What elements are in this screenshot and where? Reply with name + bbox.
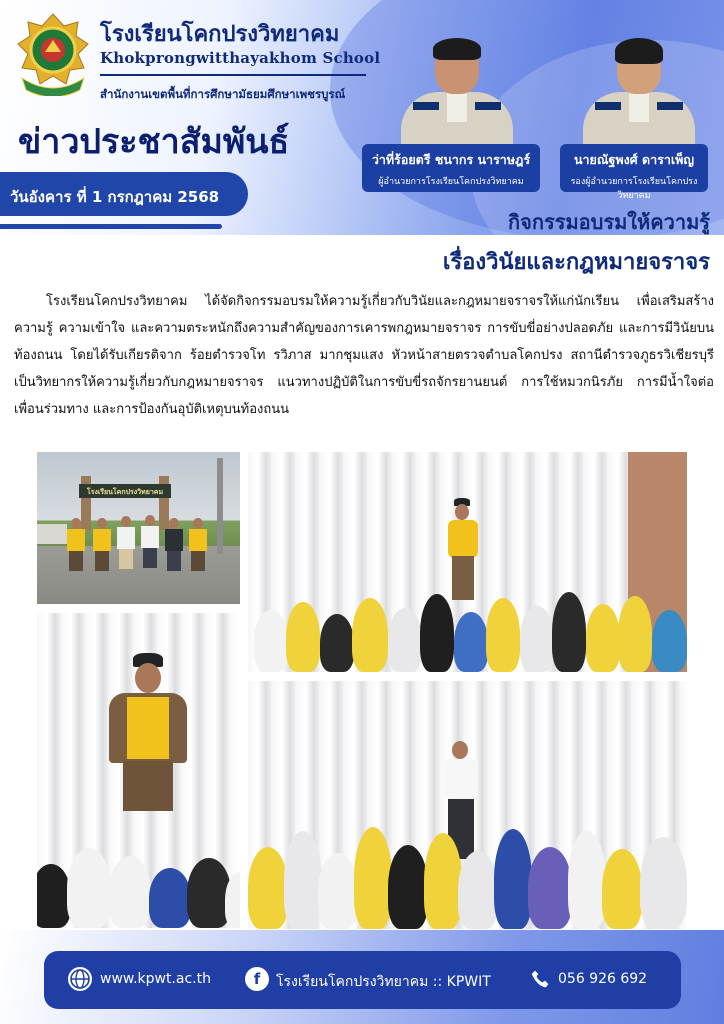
deputy-name: นายณัฐพงศ์ ดาราเพ็ญ: [573, 152, 695, 167]
article-body: โรงเรียนโคกปรงวิทยาคม ได้จัดกิจกรรมอบรมให้ความรู้เกี่ยวกับวินัยและกฎหมายจราจรให้แก่นักเรียน เพื่อเสริมสร้างความรู้ ความเข้าใจ และความตระหนักถึงความสำคัญของการเคารพกฎหมายจราจร การขับขี่อย่างปลอดภัย และการมีวินัยบนท้องถนน โดยได้รับเกียรติจาก ร้อยตำรวจโท รวิภาส มากชุมแสง หัวหน้าสายตรวจตำบลโคกปรง สถานีตำรวจภูธรวิเชียรบุรี เป็นวิทยากรให้ความรู้เกี่ยวกับกฎหมายจราจร แนวทางปฏิบัติในการขับขี่รถจักรยานยนต์ การใช้หมวกนิรภัย การมีน้ำใจต่อเพื่อนร่วมทาง และการป้องกันอุบัติเหตุบนท้องถนน: [14, 294, 714, 417]
deputy-director-portrait: [579, 36, 699, 148]
student-audience-hall: [248, 817, 687, 929]
date-badge: วันอังคาร ที่ 1 กรกฎาคม 2568: [0, 172, 248, 216]
director-name: ว่าที่ร้อยตรี ชนากร นาราษฎร์: [371, 152, 531, 167]
article-headline-line1: กิจกรรมอบรมให้ความรู้: [508, 212, 710, 234]
website-link[interactable]: www.kpwt.ac.th: [100, 971, 211, 987]
gate-sign: โรงเรียนโคกปรงวิทยาคม: [79, 484, 171, 498]
photo-teacher-speaking: [248, 681, 687, 929]
article-headline-line2: เรื่องวินัยและกฎหมายจราจร: [442, 249, 710, 274]
photo-group-at-gate: [37, 452, 240, 604]
photo-officer-lecture: [248, 452, 687, 672]
phone-number[interactable]: 056 926 692: [558, 971, 648, 987]
area-office-text: สำนักงานเขตพื้นที่การศึกษามัธยมศึกษาเพชรบูรณ์: [100, 87, 346, 101]
deputy-nameplate: [560, 144, 708, 201]
director-nameplate: [362, 144, 540, 192]
title-divider: [100, 74, 366, 76]
director-position: ผู้อำนวยการโรงเรียนโคกปรงวิทยาคม: [378, 177, 524, 187]
facebook-icon: f: [245, 967, 269, 991]
globe-icon: [68, 967, 92, 991]
student-audience: [248, 584, 687, 672]
school-logo: [14, 12, 92, 96]
date-underline: [0, 224, 222, 229]
school-name-thai: โรงเรียนโคกปรงวิทยาคม: [100, 21, 340, 46]
deputy-position: รองผู้อำนวยการโรงเรียนโคกปรงวิทยาคม: [570, 177, 698, 201]
student-audience-front: [37, 838, 240, 928]
phone-icon: [528, 967, 552, 991]
facebook-link[interactable]: โรงเรียนโคกปรงวิทยาคม :: KPWIT: [276, 974, 491, 990]
news-title: ข่าวประชาสัมพันธ์: [18, 123, 290, 161]
school-name-english: Khokprongwitthayakhom School: [100, 49, 381, 67]
director-portrait: [397, 36, 517, 148]
photo-officer-closeup: [37, 613, 240, 928]
